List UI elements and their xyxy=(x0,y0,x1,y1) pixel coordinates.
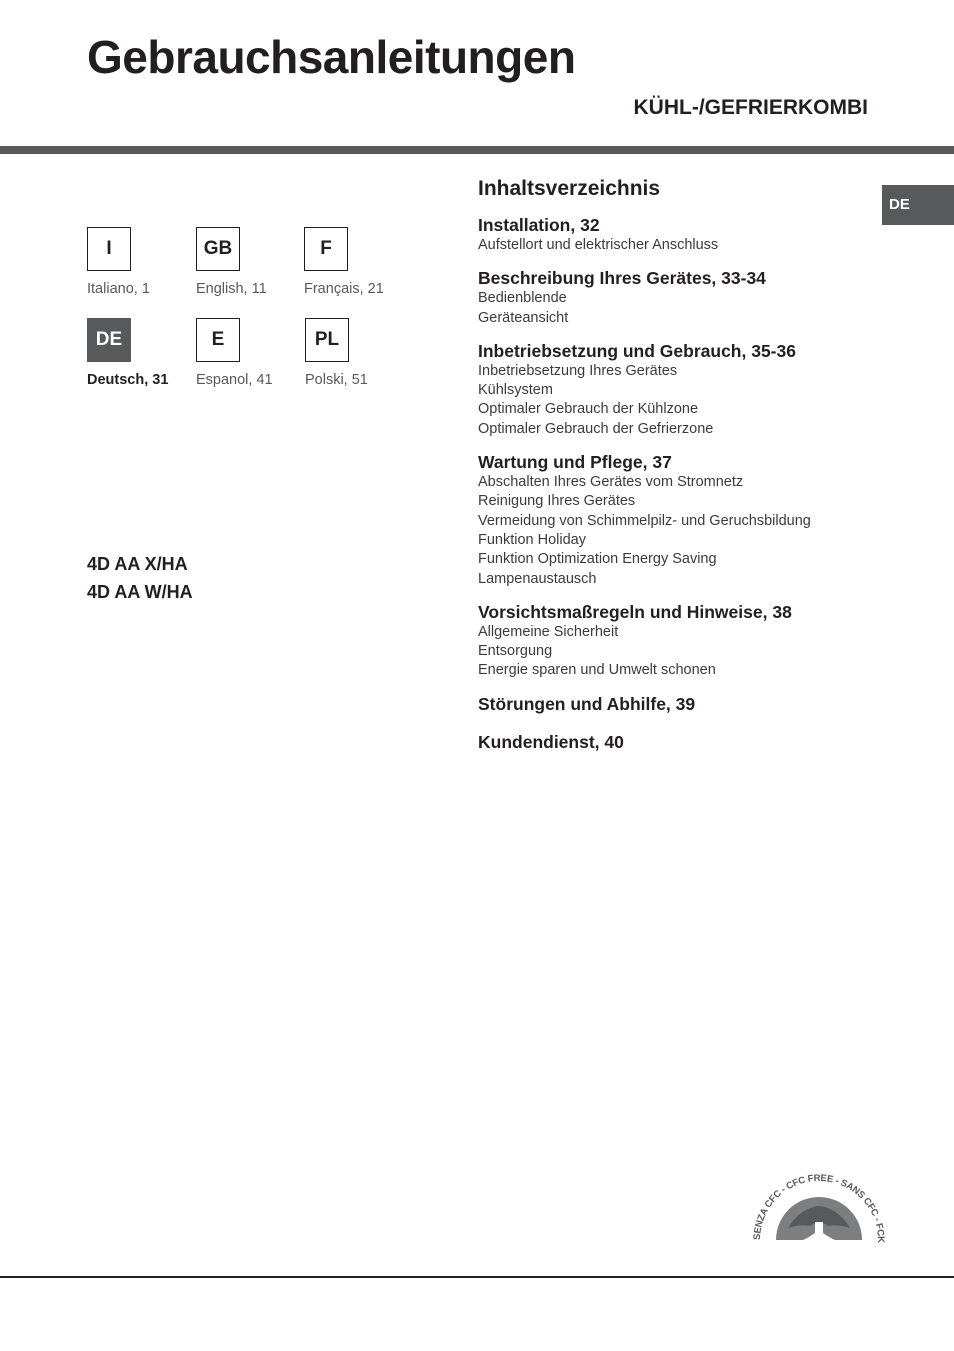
toc-item[interactable]: Funktion Holiday xyxy=(478,531,586,548)
language-side-tab: DE xyxy=(882,185,954,225)
toc-item[interactable]: Reinigung Ihres Gerätes xyxy=(478,493,636,510)
toc-section-title[interactable]: Kundendienst, 40 xyxy=(478,731,624,752)
toc-section-title[interactable]: Inbetriebsetzung und Gebrauch, 35-36 xyxy=(478,340,796,361)
language-item-italiano[interactable] xyxy=(87,227,197,298)
toc-section-beschreibung xyxy=(478,268,878,328)
language-selector xyxy=(87,227,417,397)
toc-section-title[interactable]: Vorsichtsmaßregeln und Hinweise, 38 xyxy=(478,601,792,622)
toc-section-kundendienst xyxy=(478,732,878,753)
language-label-active: Deutsch, 31 xyxy=(87,372,169,388)
language-label: Polski, 51 xyxy=(305,372,368,388)
toc-item[interactable]: Allgemeine Sicherheit xyxy=(478,623,619,640)
toc-item[interactable]: Lampenaustausch xyxy=(478,570,597,587)
language-code-box[interactable]: PL xyxy=(305,318,349,362)
toc-item[interactable]: Energie sparen und Umwelt schonen xyxy=(478,662,716,679)
language-label: Espanol, 41 xyxy=(196,372,273,388)
language-label: Français, 21 xyxy=(304,281,384,297)
language-code-box[interactable]: E xyxy=(196,318,240,362)
cfc-free-tree-icon xyxy=(748,1168,890,1250)
toc-item[interactable]: Inbetriebsetzung Ihres Gerätes xyxy=(478,362,678,379)
toc-section-title[interactable]: Wartung und Pflege, 37 xyxy=(478,452,672,473)
toc-section-inbetriebsetzung xyxy=(478,341,878,439)
toc-item[interactable]: Bedienblende xyxy=(478,290,567,307)
product-category: KÜHL-/GEFRIERKOMBI xyxy=(633,96,868,119)
toc-item[interactable]: Optimaler Gebrauch der Gefrierzone xyxy=(478,420,714,437)
language-item-francais[interactable] xyxy=(304,227,414,298)
language-code-box[interactable]: I xyxy=(87,227,131,271)
toc-section-vorsichtsmassregeln xyxy=(478,602,878,681)
page-title: Gebrauchsanleitungen xyxy=(87,31,576,83)
toc-item[interactable]: Abschalten Ihres Gerätes vom Stromnetz xyxy=(478,474,744,491)
model-number: 4D AA X/HA xyxy=(87,554,188,574)
language-code-box[interactable]: F xyxy=(304,227,348,271)
cfc-logo-text: SENZA CFC - CFC FREE - SANS CFC - FCK xyxy=(751,1172,887,1243)
toc-section-stoerungen xyxy=(478,694,878,715)
language-item-espanol[interactable] xyxy=(196,318,306,389)
toc-section-title[interactable]: Störungen und Abhilfe, 39 xyxy=(478,693,696,714)
toc-item[interactable]: Optimaler Gebrauch der Kühlzone xyxy=(478,401,699,418)
toc-item[interactable]: Vermeidung von Schimmelpilz- und Geruchsbildung xyxy=(478,512,811,529)
toc-item[interactable]: Aufstellort und elektrischer Anschluss xyxy=(478,237,719,253)
toc-section-title[interactable]: Installation, 32 xyxy=(478,215,600,235)
language-item-deutsch[interactable] xyxy=(87,318,197,389)
table-of-contents xyxy=(478,175,878,766)
toc-item[interactable]: Entsorgung xyxy=(478,643,553,660)
toc-item[interactable]: Geräteansicht xyxy=(478,309,569,326)
language-label: English, 11 xyxy=(196,281,267,297)
toc-item[interactable]: Kühlsystem xyxy=(478,382,553,399)
language-code-box-active[interactable]: DE xyxy=(87,318,131,362)
footer-divider xyxy=(0,1276,954,1278)
header-divider xyxy=(0,146,954,154)
toc-item[interactable]: Funktion Optimization Energy Saving xyxy=(478,551,717,568)
language-item-english[interactable] xyxy=(196,227,306,298)
toc-heading: Inhaltsverzeichnis xyxy=(478,177,661,200)
toc-section-title[interactable]: Beschreibung Ihres Gerätes, 33-34 xyxy=(478,268,766,289)
language-code-box[interactable]: GB xyxy=(196,227,240,271)
model-list xyxy=(87,550,193,606)
model-number: 4D AA W/HA xyxy=(87,582,193,602)
language-item-polski[interactable] xyxy=(305,318,415,389)
toc-section-installation xyxy=(478,215,878,255)
language-label: Italiano, 1 xyxy=(87,281,150,297)
toc-section-wartung xyxy=(478,452,878,589)
